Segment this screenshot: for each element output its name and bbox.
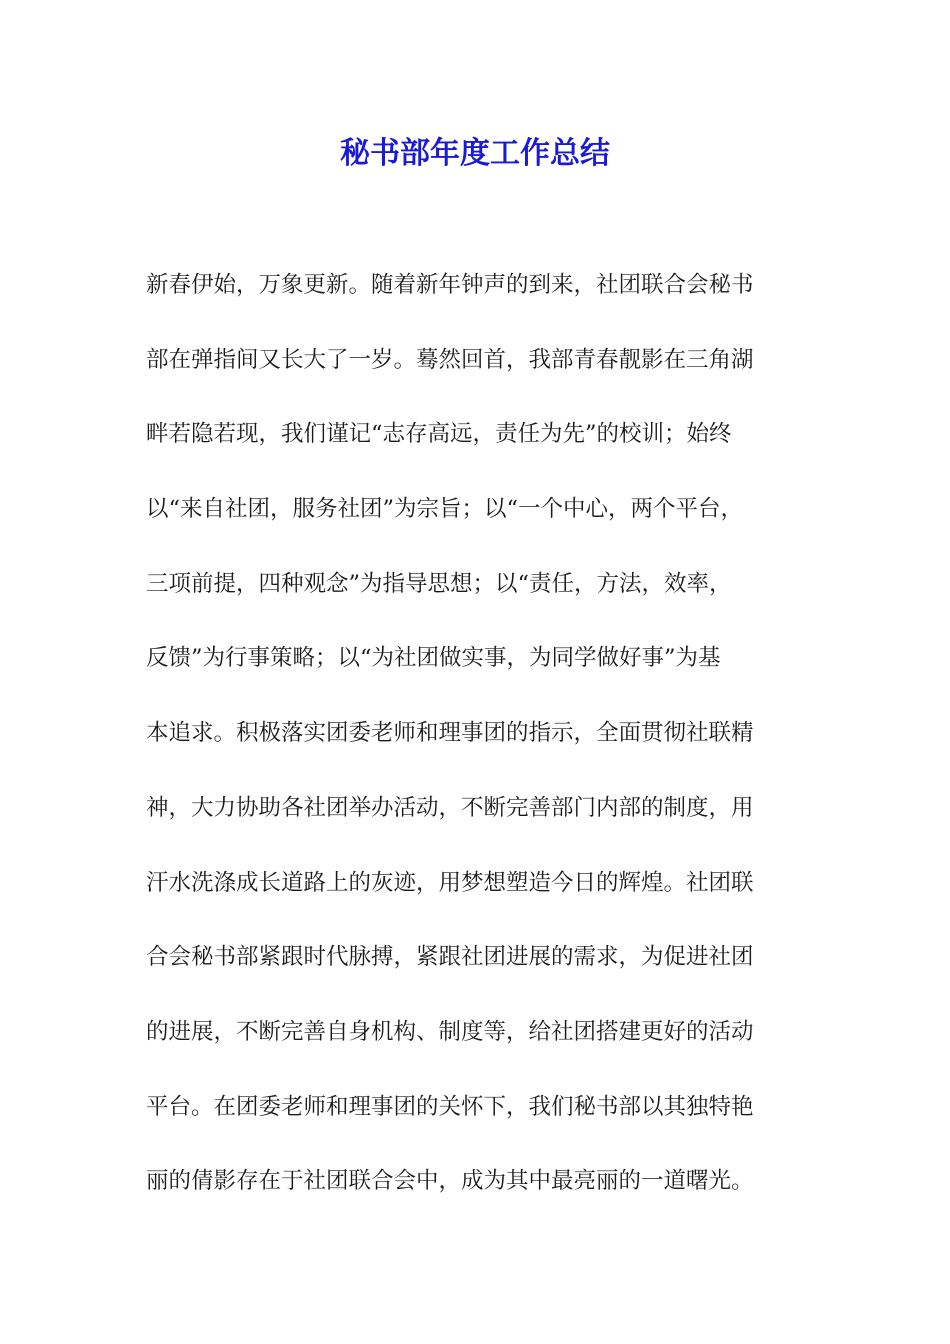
body-line: 本追求。积极落实团委老师和理事团的指示，全面贯彻社联精 [146,720,754,747]
body-line: 部在弹指间又长大了一岁。蓦然回首，我部青春靓影在三角湖 [146,346,754,373]
body-line: 汗水洗涤成长道路上的灰迹，用梦想塑造今日的辉煌。社团联 [146,869,754,896]
body-line: 以“来自社团，服务社团”为宗旨；以“一个中心，两个平台， [146,496,744,523]
body-line: 反馈”为行事策略；以“为社团做实事，为同学做好事”为基 [146,645,721,672]
body-line: 的进展，不断完善自身机构、制度等，给社团搭建更好的活动 [146,1018,754,1045]
body-line: 平台。在团委老师和理事团的关怀下，我们秘书部以其独特艳 [146,1093,754,1120]
body-line: 丽的倩影存在于社团联合会中，成为其中最亮丽的一道曙光。 [146,1168,754,1195]
body-line: 合会秘书部紧跟时代脉搏，紧跟社团进展的需求，为促进社团 [146,944,754,971]
body-line: 新春伊始，万象更新。随着新年钟声的到来，社团联合会秘书 [146,272,754,298]
document-title: 秘书部年度工作总结 [340,136,610,171]
body-line: 三项前提，四种观念”为指导思想；以“责任，方法，效率， [146,570,732,597]
body-line: 畔若隐若现，我们谨记“志存高远，责任为先”的校训；始终 [146,421,732,448]
document-body [146,265,826,1236]
body-line: 神，大力协助各社团举办活动，不断完善部门内部的制度，用 [146,794,754,821]
